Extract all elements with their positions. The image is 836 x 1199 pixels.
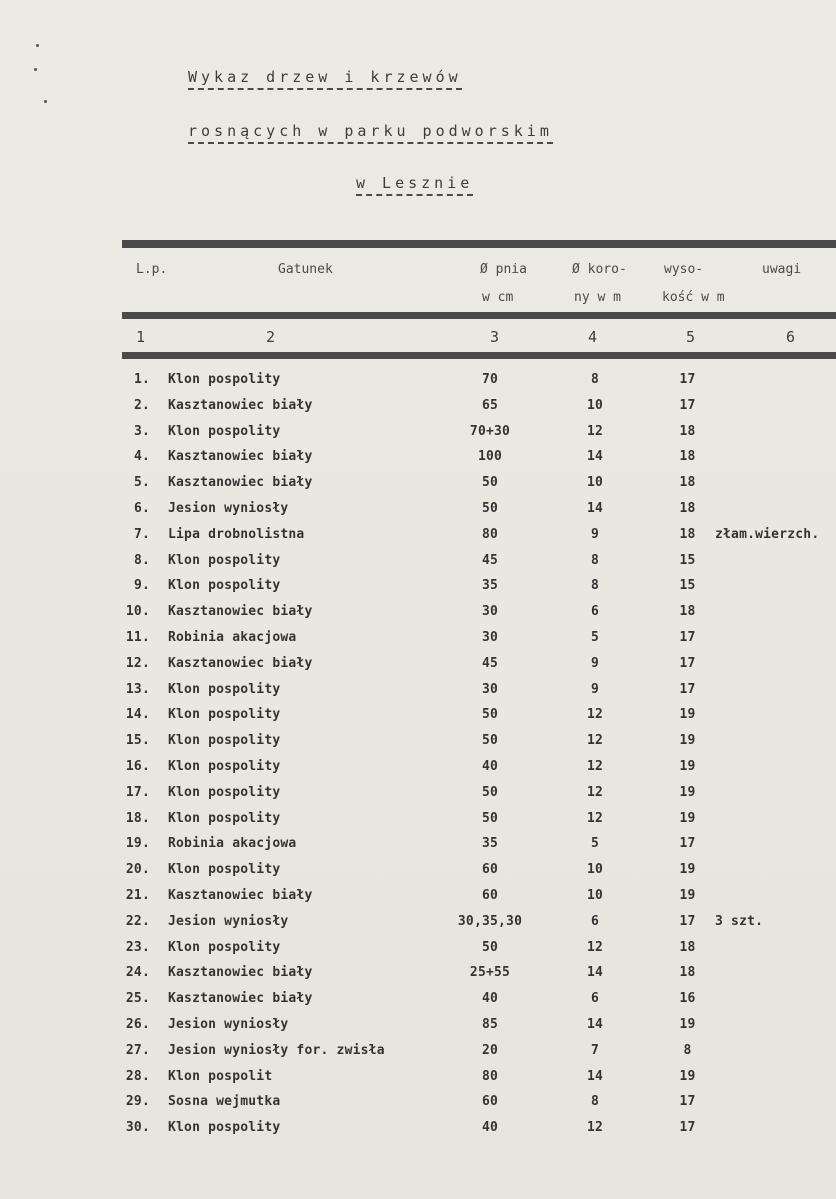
column-number: 4 — [588, 328, 598, 346]
species-name: Klon pospolity — [168, 372, 281, 387]
header-crown-1: Ø koro- — [572, 262, 627, 277]
trunk-diameter: 50 — [481, 784, 499, 800]
species-name: Kasztanowiec biały — [168, 991, 313, 1007]
row-number: 7. — [133, 526, 150, 542]
table-row — [0, 1069, 836, 1094]
table-row — [0, 372, 836, 397]
trunk-diameter: 30,35,30 — [457, 913, 523, 929]
species-name: Kasztanowiec biały — [168, 397, 313, 413]
trunk-diameter: 80 — [481, 1068, 499, 1084]
trunk-diameter: 70+30 — [469, 423, 511, 439]
table-row — [0, 553, 836, 578]
tree-height: 17 — [679, 836, 696, 852]
tree-height: 17 — [679, 372, 696, 387]
trunk-diameter: 100 — [477, 449, 503, 465]
row-number: 19. — [125, 836, 150, 852]
header-lp: L.p. — [136, 262, 168, 277]
species-name: Klon pospolity — [168, 939, 281, 955]
trunk-diameter: 25+55 — [469, 965, 511, 981]
row-number: 29. — [125, 1094, 150, 1110]
species-name: Kasztanowiec biały — [168, 604, 313, 620]
crown-diameter: 14 — [586, 449, 604, 465]
crown-diameter: 10 — [586, 888, 604, 903]
column-number: 3 — [490, 328, 500, 346]
column-number: 6 — [786, 328, 796, 346]
notes: złam.wierzch. — [715, 526, 820, 542]
header-trunk-2: w cm — [482, 290, 514, 305]
table-row — [0, 811, 836, 836]
crown-diameter: 10 — [586, 862, 604, 878]
trunk-diameter: 50 — [481, 810, 499, 826]
tree-height: 18 — [679, 501, 696, 516]
table-row — [0, 965, 836, 990]
table-row — [0, 578, 836, 603]
tree-height: 18 — [679, 449, 696, 465]
row-number: 30. — [125, 1120, 150, 1136]
tree-height: 19 — [679, 733, 696, 749]
species-name: Klon pospolity — [168, 759, 281, 774]
crown-diameter: 12 — [586, 733, 604, 749]
title-line-3: w Lesznie — [0, 174, 836, 192]
row-number: 27. — [125, 1042, 150, 1058]
column-number: 1 — [136, 328, 146, 346]
tree-height: 18 — [679, 965, 696, 981]
row-number: 8. — [133, 552, 150, 568]
crown-diameter: 12 — [586, 423, 604, 439]
crown-diameter: 8 — [590, 1094, 600, 1110]
trunk-diameter: 20 — [481, 1042, 499, 1058]
table-row — [0, 836, 836, 861]
table-row — [0, 682, 836, 707]
table-row — [0, 604, 836, 629]
tree-height: 16 — [679, 991, 696, 1007]
trunk-diameter: 60 — [481, 1094, 499, 1110]
table-row — [0, 759, 836, 784]
tree-height: 19 — [679, 1068, 696, 1084]
row-number: 24. — [125, 965, 150, 981]
crown-diameter: 8 — [590, 552, 600, 568]
species-name: Jesion wyniosły — [168, 1017, 289, 1032]
trunk-diameter: 30 — [481, 604, 499, 620]
table-row — [0, 1043, 836, 1068]
header-notes: uwagi — [762, 262, 802, 277]
crown-diameter: 9 — [590, 681, 600, 697]
trunk-diameter: 45 — [481, 552, 499, 568]
table-row — [0, 862, 836, 887]
row-number: 18. — [125, 810, 150, 826]
table-row — [0, 991, 836, 1016]
table-row — [0, 475, 836, 500]
trunk-diameter: 85 — [481, 1017, 499, 1032]
crown-diameter: 6 — [590, 913, 600, 929]
row-number: 5. — [133, 475, 150, 491]
species-name: Kasztanowiec biały — [168, 655, 313, 671]
row-number: 17. — [125, 784, 150, 800]
row-number: 11. — [125, 630, 150, 645]
tree-height: 18 — [679, 604, 696, 620]
crown-diameter: 12 — [586, 810, 604, 826]
trunk-diameter: 30 — [481, 630, 499, 645]
table-row — [0, 733, 836, 758]
crown-diameter: 12 — [586, 784, 604, 800]
tree-height: 17 — [679, 681, 696, 697]
tree-height: 17 — [679, 397, 696, 413]
tree-height: 15 — [679, 578, 696, 594]
title-line-1: Wykaz drzew i krzewów — [0, 68, 836, 86]
table-row — [0, 656, 836, 681]
species-name: Klon pospolity — [168, 733, 281, 749]
notes: 3 szt. — [715, 913, 764, 929]
crown-diameter: 6 — [590, 604, 600, 620]
crown-diameter: 6 — [590, 991, 600, 1007]
row-number: 23. — [125, 939, 150, 955]
row-number: 13. — [125, 681, 150, 697]
tree-height: 18 — [679, 939, 696, 955]
species-name: Klon pospolity — [168, 810, 281, 826]
trunk-diameter: 35 — [481, 836, 499, 852]
crown-diameter: 9 — [590, 655, 600, 671]
tree-height: 17 — [679, 913, 696, 929]
trunk-diameter: 50 — [481, 733, 499, 749]
table-row — [0, 914, 836, 939]
trunk-diameter: 30 — [481, 681, 499, 697]
row-number: 16. — [125, 759, 150, 774]
trunk-diameter: 50 — [481, 939, 499, 955]
row-number: 4. — [133, 449, 150, 465]
margin-mark — [36, 44, 39, 47]
crown-diameter: 5 — [590, 630, 600, 645]
species-name: Kasztanowiec biały — [168, 965, 313, 981]
tree-height: 17 — [679, 1120, 696, 1136]
tree-height: 19 — [679, 759, 696, 774]
crown-diameter: 7 — [590, 1042, 600, 1058]
row-number: 9. — [133, 578, 150, 594]
trunk-diameter: 40 — [481, 1120, 499, 1136]
table-row — [0, 707, 836, 732]
crown-diameter: 12 — [586, 759, 604, 774]
crown-diameter: 8 — [590, 578, 600, 594]
table-row — [0, 888, 836, 913]
table-row — [0, 424, 836, 449]
trunk-diameter: 80 — [481, 526, 499, 542]
tree-height: 19 — [679, 784, 696, 800]
crown-diameter: 10 — [586, 397, 604, 413]
trunk-diameter: 40 — [481, 991, 499, 1007]
table-row — [0, 501, 836, 526]
row-number: 21. — [125, 888, 150, 903]
tree-height: 17 — [679, 1094, 696, 1110]
species-name: Kasztanowiec biały — [168, 475, 313, 491]
table-row — [0, 527, 836, 552]
crown-diameter: 12 — [586, 707, 604, 723]
species-name: Jesion wyniosły for. zwisła — [168, 1042, 385, 1058]
tree-height: 18 — [679, 526, 696, 542]
crown-diameter: 14 — [586, 1017, 604, 1032]
trunk-diameter: 50 — [481, 475, 499, 491]
tree-height: 8 — [683, 1042, 692, 1058]
species-name: Klon pospolity — [168, 862, 281, 878]
species-name: Klon pospolit — [168, 1068, 273, 1084]
crown-diameter: 14 — [586, 501, 604, 516]
row-number: 2. — [133, 397, 150, 413]
tree-height: 18 — [679, 423, 696, 439]
species-name: Kasztanowiec biały — [168, 888, 313, 903]
column-number: 5 — [686, 328, 696, 346]
row-number: 26. — [125, 1017, 150, 1032]
table-row — [0, 449, 836, 474]
tree-height: 17 — [679, 655, 696, 671]
species-name: Klon pospolity — [168, 1120, 281, 1136]
species-name: Robinia akacjowa — [168, 630, 297, 645]
crown-diameter: 5 — [590, 836, 600, 852]
species-name: Sosna wejmutka — [168, 1094, 281, 1110]
table-row — [0, 630, 836, 655]
table-row — [0, 940, 836, 965]
table-row — [0, 1094, 836, 1119]
crown-diameter: 14 — [586, 1068, 604, 1084]
tree-height: 15 — [679, 552, 696, 568]
row-number: 3. — [133, 423, 150, 439]
species-name: Klon pospolity — [168, 784, 281, 800]
margin-mark — [44, 100, 47, 103]
species-name: Lipa drobnolistna — [168, 526, 305, 542]
crown-diameter: 12 — [586, 1120, 604, 1136]
trunk-diameter: 60 — [481, 888, 499, 903]
species-name: Klon pospolity — [168, 578, 281, 594]
row-number: 6. — [133, 501, 150, 516]
species-name: Jesion wyniosły — [168, 913, 289, 929]
table-row — [0, 1120, 836, 1145]
trunk-diameter: 65 — [481, 397, 499, 413]
tree-height: 18 — [679, 475, 696, 491]
row-number: 10. — [125, 604, 150, 620]
crown-diameter: 10 — [586, 475, 604, 491]
row-number: 12. — [125, 655, 150, 671]
tree-height: 19 — [679, 707, 696, 723]
crown-diameter: 8 — [590, 372, 600, 387]
trunk-diameter: 45 — [481, 655, 499, 671]
trunk-diameter: 35 — [481, 578, 499, 594]
crown-diameter: 14 — [586, 965, 604, 981]
row-number: 1. — [133, 372, 150, 387]
trunk-diameter: 50 — [481, 501, 499, 516]
trunk-diameter: 60 — [481, 862, 499, 878]
tree-height: 19 — [679, 862, 696, 878]
table-row — [0, 1017, 836, 1042]
tree-height: 19 — [679, 810, 696, 826]
header-height-2: kość w m — [662, 290, 725, 305]
species-name: Klon pospolity — [168, 681, 281, 697]
crown-diameter: 9 — [590, 526, 600, 542]
row-number: 14. — [125, 707, 150, 723]
crown-diameter: 12 — [586, 939, 604, 955]
tree-height: 17 — [679, 630, 696, 645]
row-number: 25. — [125, 991, 150, 1007]
header-rule — [122, 312, 836, 319]
table-top-rule — [122, 240, 836, 248]
row-number: 28. — [125, 1068, 150, 1084]
table-row — [0, 398, 836, 423]
header-species: Gatunek — [278, 262, 333, 277]
trunk-diameter: 50 — [481, 707, 499, 723]
column-number: 2 — [266, 328, 276, 346]
trunk-diameter: 40 — [481, 759, 499, 774]
species-name: Robinia akacjowa — [168, 836, 297, 852]
row-number: 22. — [125, 913, 150, 929]
trunk-diameter: 70 — [481, 372, 499, 387]
tree-height: 19 — [679, 888, 696, 903]
table-row — [0, 785, 836, 810]
species-name: Klon pospolity — [168, 423, 281, 439]
header-height-1: wyso- — [664, 262, 704, 277]
header-crown-2: ny w m — [574, 290, 621, 305]
species-name: Klon pospolity — [168, 707, 281, 723]
header-trunk-1: Ø pnia — [480, 262, 527, 277]
species-name: Jesion wyniosły — [168, 501, 289, 516]
species-name: Kasztanowiec biały — [168, 449, 313, 465]
row-number: 20. — [125, 862, 150, 878]
row-number: 15. — [125, 733, 150, 749]
tree-height: 19 — [679, 1017, 696, 1032]
species-name: Klon pospolity — [168, 552, 281, 568]
title-line-2: rosnących w parku podworskim — [0, 122, 836, 140]
column-number-rule — [122, 352, 836, 359]
